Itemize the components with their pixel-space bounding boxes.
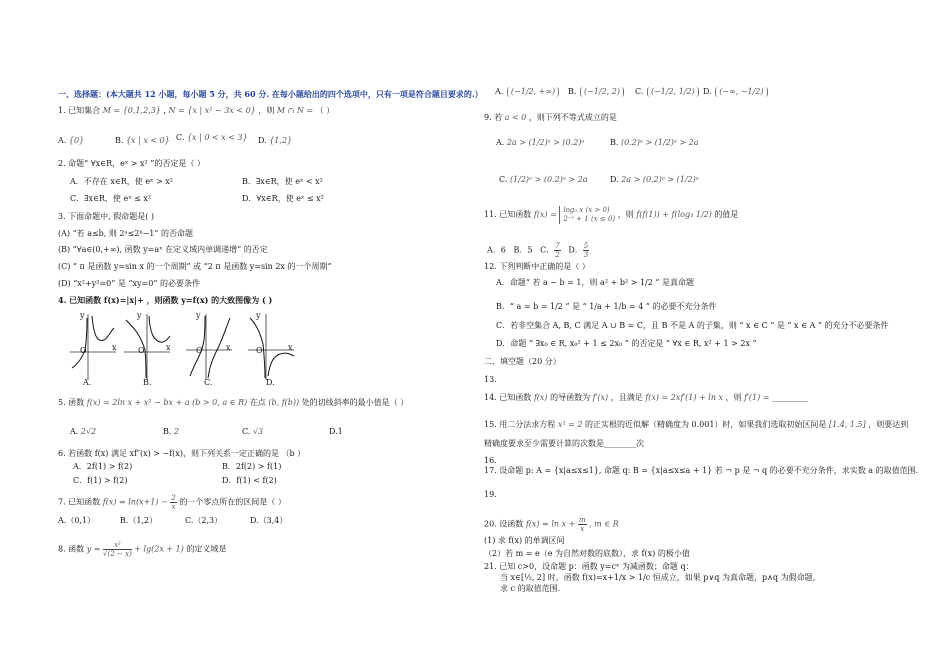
q15-intro: 15. 用二分法求方程 [484, 420, 556, 429]
q6-option-a: A．2f(1) > f(2) [73, 462, 133, 471]
graph-b [122, 310, 172, 382]
q8-option-c [635, 87, 700, 97]
q8-option-b [568, 87, 625, 97]
q3-option-c: (C) “ π 是函数 y=sin x 的一个周期” 或 “2 π 是函数 y=sin 2x 的一个周期” [58, 262, 332, 271]
q3-option-b: (B) “∀a∈(0,+∞), 函数 y=aˣ 在定义域内单调递增” 的否定 [58, 245, 268, 254]
q1-option-a-label: A. [58, 136, 67, 145]
q8-function-lhs: y = [86, 544, 101, 554]
q1-option-d-text: {1,2} [269, 136, 293, 145]
q20-part-2: （2）若 m = e（e 为自然对数的底数），求 f(x) 的极小值 [484, 549, 690, 558]
q20-fraction-num: m [578, 516, 586, 524]
q8-option-b-label: B. [568, 87, 577, 96]
question-2-stem: 2. 命题“ ∀x∈R，eˣ > x² ”的否定是（ ） [58, 159, 205, 168]
q11-case-1: log₃ x (x > 0) [563, 206, 610, 214]
q7-fraction-num: 2 [171, 494, 176, 502]
q20-fraction-den: x [580, 525, 585, 533]
q12-option-d: D．命题 “ ∃x₀ ∈ R, x₀² + 1 ≤ 2x₀ ” 的否定是 “ ∀x ∈ R, x² + 1 > 2x ” [496, 339, 757, 348]
q8-fraction-den: √(2 − x) [103, 550, 132, 558]
q2-option-b: B．∃x∈R，使 eˣ < x² [242, 177, 323, 186]
question-19: 19. [484, 490, 497, 499]
q11-then: ，则 [617, 210, 634, 219]
q9-option-d-text: 2a > (0.2)ᵃ > (1/2)ᵃ [621, 175, 699, 184]
question-3-stem: 3. 下面命题中, 假命题是( ) [58, 212, 155, 221]
question-11-stem [484, 206, 738, 224]
graph-c-origin: O [196, 346, 203, 355]
graph-d-origin: O [256, 346, 263, 355]
q5-ask: 处的切线斜率的最小值是（ ） [301, 398, 409, 407]
q20-intro: 20. 设函数 [484, 519, 524, 529]
question-21-line-2: 当 x∈[½, 2] 时，函数 f(x)=x+1/x > 1/c 恒成立，如果 p∨q 为真命题，p∧q 为假命题， [500, 573, 821, 582]
q6-option-c: C．f(1) > f(2) [73, 476, 128, 485]
graph-a-x-label: x [112, 343, 117, 352]
q1-option-b [115, 136, 170, 146]
question-8-stem [58, 541, 226, 558]
q9-option-c-label: C. [499, 175, 508, 184]
q9-option-a-text: 2a > (1/2)ᵃ > (0.2)ᵃ [506, 138, 585, 147]
q7-option-a: A.（0,1） [58, 516, 96, 525]
q11-expression: f(f(1)) + f(log₃ 1/2) [636, 210, 712, 219]
q15-text: 的正实根的近似解（精确度为 0.001）时，如果我们选取初始区间是 [584, 420, 827, 429]
q5-at-point: 在点 [249, 398, 266, 407]
question-5-stem [58, 398, 408, 408]
q11-ask: 的值是 [714, 210, 739, 219]
q5-option-c-label: C. [242, 427, 251, 436]
q11-option-b: B．5 [513, 245, 533, 255]
q8-option-d-label: D. [703, 87, 712, 96]
graph-a-label: A. [83, 378, 92, 387]
q8-option-c-text: (−1/2, 1/2) [647, 87, 699, 97]
q15-interval: [1.4, 1.5] [828, 420, 866, 429]
q11-option-c-label: C． [540, 245, 555, 255]
graph-c-y-label: y [196, 311, 201, 320]
q7-intro: 7. 已知函数 [58, 497, 101, 507]
q8-ask: 的定义域是 [186, 544, 227, 554]
question-15-line-1 [484, 420, 908, 430]
q5-option-c-text: √3 [252, 427, 264, 436]
q8-fraction [103, 541, 132, 558]
q15-equation: x² = 2 [557, 420, 583, 429]
q11-intro: 11. 已知函数 [484, 210, 532, 219]
graph-c-label: C. [204, 378, 213, 387]
q12-option-a: A．命题“ 若 a − b = 1，则 a² + b² > 1/2 ” 是真命题 [496, 278, 694, 287]
q11-option-d-label: D． [568, 245, 583, 255]
q3-option-a: (A) “若 a≤b, 则 2ᵃ≤2ᵇ−1” 的否命题 [58, 229, 194, 238]
graph-b-origin: O [138, 346, 145, 355]
q11-piecewise [559, 206, 615, 224]
q1-option-a [58, 136, 84, 146]
q14-answer-blank[interactable]: _________ [772, 393, 809, 402]
q8-option-a-label: A. [495, 87, 504, 96]
q9-condition: a < 0 [504, 113, 527, 122]
graph-a [68, 310, 118, 382]
q5-intro: 5. 函数 [58, 398, 85, 407]
q3-option-d: (D) “x²+y²=0” 是 “xy=0” 的必要条件 [58, 279, 200, 288]
q8-option-c-label: C. [635, 87, 644, 96]
section-2-heading: 二、填空题（20 分） [484, 357, 561, 366]
q9-option-d [610, 175, 699, 185]
question-17: 17. 设命题 p: A = {x|a≤x≤1}, 命题 q: B = {x|a≤x≤a + 1} 若 ¬ p 是 ¬ q 的必要不充分条件，求实数 a 的取值范围. [484, 466, 919, 475]
question-21-line-1: 21. 已知 c>0，设命题 p：函数 y=cˣ 为减函数；命题 q： [484, 562, 694, 571]
question-15-line-2: 精确度要求至少需要计算的次数是________次 [484, 439, 644, 448]
q20-part-1: (1) 求 f(x) 的单调区间 [484, 536, 565, 545]
q14-fpx: f′(x) [592, 393, 609, 402]
graph-d-label: D. [266, 378, 275, 387]
q6-option-b: B．2f(2) > f(1) [222, 462, 282, 471]
question-6-stem: 6. 若函数 f(x) 满足 xf″(x) > −f(x)，则下列关系一定正确的是 （b ） [58, 449, 306, 458]
q20-domain: , m ∈ R [589, 519, 619, 529]
graph-b-y-label: y [137, 311, 142, 320]
q1-intro: 1. 已知集合 [58, 106, 101, 115]
q20-fraction [578, 516, 587, 533]
q9-option-b-label: B. [610, 138, 619, 147]
q14-equation: f(x) = 2xf′(1) + ln x [645, 393, 724, 402]
q9-option-b [610, 138, 699, 148]
q2-option-d: D．∀x∈R，使 eˣ ≤ x² [242, 194, 324, 203]
q1-option-c [176, 133, 248, 143]
q14-derivative-text: 的导函数为 [550, 393, 591, 402]
q2-option-a: A．不存在 x∈R，使 eˣ > x² [70, 177, 173, 186]
q9-option-b-text: (0.2)ᵃ > (1/2)ᵃ > 2a [620, 138, 699, 147]
question-1-stem: 1. 已知集合 M = {0,1,2,3} , N = {x | x² − 3x < 0} ，则 M ∩ N = （ ） [58, 106, 335, 115]
q1-answer-paren: （ ） [315, 106, 335, 115]
q5-option-a-label: A. [70, 427, 79, 436]
q11-option-a: A．6 [487, 245, 506, 255]
q1-option-c-label: C. [176, 133, 185, 142]
q14-then: ，则 [725, 393, 742, 402]
q9-option-c-text: (1/2)ᵃ > (0.2)ᵃ > 2a [509, 175, 588, 184]
q8-option-d-text: (−∞, −1/2) [715, 87, 767, 97]
q12-option-b: B．“ a = b = 1/2 ” 是 “ 1/a + 1/b = 4 ” 的必要不充分条件 [496, 302, 717, 311]
graph-b-x-label: x [166, 343, 171, 352]
graph-a-origin: O [80, 346, 87, 355]
q15-then: ，则要达到 [868, 420, 909, 429]
q8-fraction-num: x² [103, 541, 132, 550]
q11-option-d-num: 5 [583, 242, 589, 250]
q9-option-a [496, 138, 584, 148]
q1-option-b-text: {x | x < 0} [125, 136, 170, 145]
q1-option-d [258, 136, 292, 146]
q7-fraction [170, 494, 176, 511]
q11-options [487, 242, 589, 259]
q11-option-d-den: 3 [583, 251, 589, 259]
q2-option-c: C．∃x∈R，使 eˣ ≤ x² [70, 194, 152, 203]
q9-intro: 9. 若 [484, 113, 503, 122]
q8-option-a-text: (−1/2, +∞) [507, 87, 559, 97]
question-21-line-3: 求 c 的取值范围. [500, 584, 561, 593]
q5-option-a [70, 427, 96, 437]
q9-option-c [499, 175, 587, 185]
q9-option-a-label: A. [496, 138, 505, 147]
q5-point: (b, f(b)) [268, 398, 300, 407]
q9-option-d-label: D. [610, 175, 619, 184]
q7-option-d: D.（3,4） [250, 516, 288, 525]
q1-option-b-label: B. [115, 136, 124, 145]
question-7-stem [58, 494, 286, 511]
q7-function: f(x) = ln(x+1) − [102, 497, 168, 507]
q5-option-d: D.1 [329, 427, 343, 436]
q7-fraction-den: x [171, 503, 176, 511]
q1-option-c-text: {x | 0 < x < 3} [186, 133, 248, 142]
q5-function: f(x) = 2ln x + x² − bx + a (b > 0, a ∈ R) [86, 398, 248, 407]
question-4-stem: 4. 已知函数 f(x)=|x|+ ，则函数 y=f(x) 的大致图像为 ( ) [58, 295, 273, 305]
question-16: 16. [484, 456, 497, 465]
q8-intro: 8. 函数 [58, 544, 85, 554]
q5-option-a-text: 2√2 [80, 427, 97, 436]
q5-option-c [242, 427, 263, 437]
question-12-stem: 12. 下列判断中正确的是（ ） [484, 262, 590, 271]
graph-a-y-label: y [80, 311, 85, 320]
q1-ask: M ∩ N = [276, 106, 314, 115]
q5-option-b [163, 427, 179, 437]
q11-case-2: 2⁻ˣ + 1 (x ≤ 0) [563, 215, 616, 223]
question-9-stem [484, 113, 617, 123]
q12-option-c: C．若非空集合 A, B, C 满足 A ∪ B = C，且 B 不是 A 的子集，则 “ x ∈ C ” 是 “ x ∈ A ” 的充分不必要条件 [496, 321, 889, 330]
q5-option-b-text: 2 [173, 427, 180, 436]
section-1-heading: 一、选择题：(本大题共 12 小题，每小题 5 分，共 60 分. 在每小题给出的四个选项中，只有一项是符合题目要求的.） [58, 89, 483, 99]
graph-d-y-label: y [256, 311, 261, 320]
q14-ask: f′(1) = [744, 393, 770, 402]
q9-ask: ，则下列不等式成立的是 [528, 113, 617, 122]
q7-option-b: B.（1,2） [120, 516, 158, 525]
q1-set-n: N = {x | x² − 3x < 0} [168, 106, 256, 115]
q7-option-c: C.（2,3） [185, 516, 223, 525]
graph-b-label: B. [143, 378, 152, 387]
q11-function-lhs: f(x) = [533, 210, 557, 219]
question-20 [484, 516, 619, 533]
q8-function-rhs: + lg(2x + 1) [134, 544, 184, 554]
q14-intro: 14. 已知函数 [484, 393, 532, 402]
q11-option-c-den: 2 [555, 251, 560, 259]
q14-fx: f(x) [533, 393, 548, 402]
q1-option-a-text: {0} [68, 136, 85, 145]
graph-d-x-label: x [288, 343, 293, 352]
q11-option-c-num: 7 [555, 242, 560, 250]
q5-option-b-label: B. [163, 427, 172, 436]
graph-c-x-label: x [226, 343, 231, 352]
q1-option-d-label: D. [258, 136, 267, 145]
q11-option-d-frac [583, 242, 589, 259]
q1-then: ，则 [258, 106, 275, 115]
q11-option-c-frac [554, 242, 560, 259]
question-13: 13. [484, 375, 497, 384]
q14-satisfies: ，且满足 [610, 393, 643, 402]
q6-option-d: D．f(1) < f(2) [222, 476, 277, 485]
q8-option-d [703, 87, 769, 97]
q20-function: f(x) = ln x + [525, 519, 576, 529]
q8-option-b-text: (−1/2, 2) [580, 87, 624, 97]
question-14 [484, 393, 808, 403]
q8-option-a [495, 87, 560, 97]
q1-set-m: M = {0,1,2,3} [102, 106, 161, 115]
q7-ask: 的一个零点所在的区间是（ ） [179, 497, 286, 507]
